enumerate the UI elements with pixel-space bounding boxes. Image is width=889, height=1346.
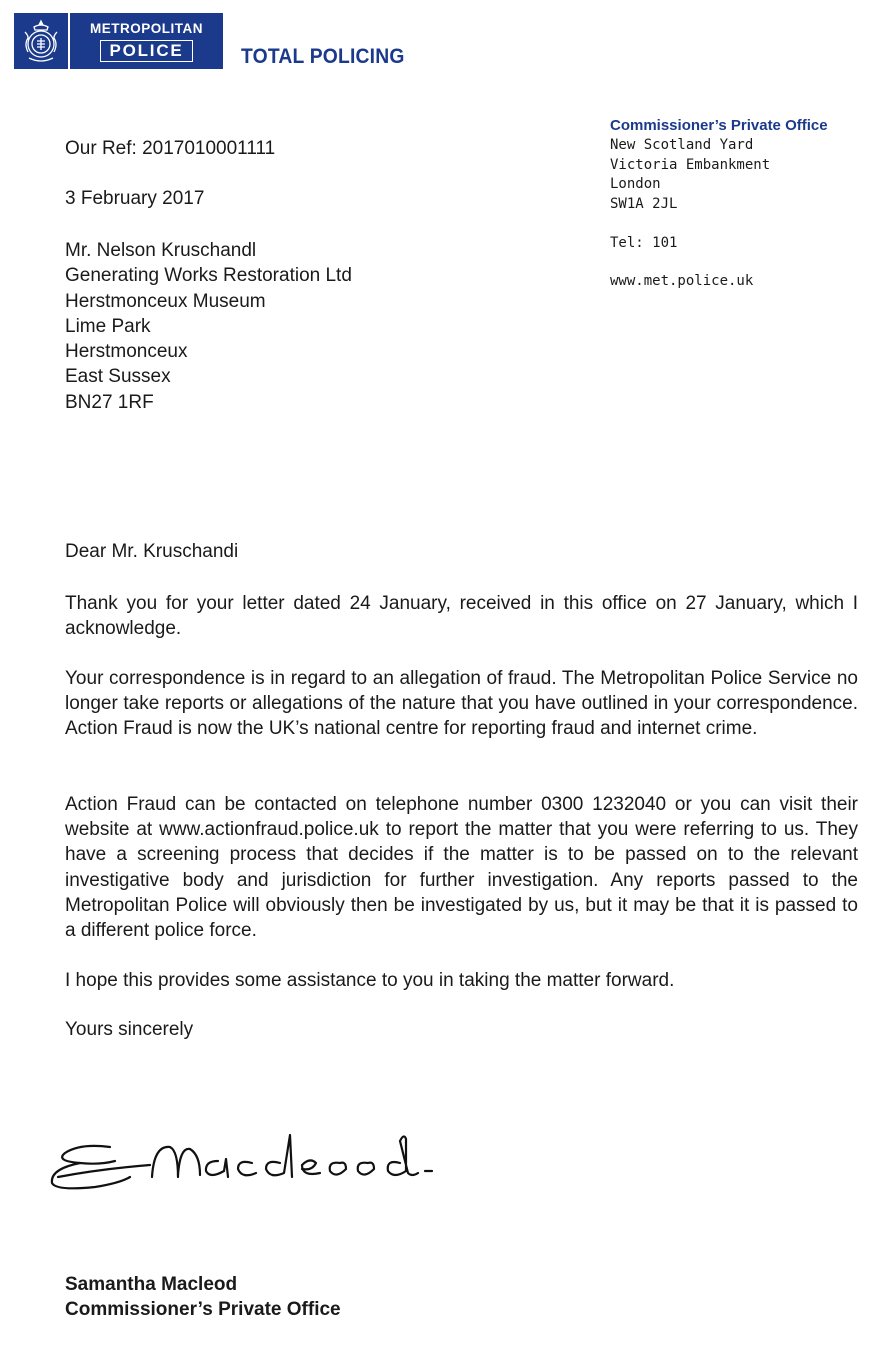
office-telephone: Tel: 101 — [610, 235, 678, 251]
crest-icon — [14, 13, 70, 69]
recipient-line: BN27 1RF — [65, 391, 154, 413]
office-address-line: New Scotland Yard — [610, 137, 754, 153]
recipient-address — [65, 238, 352, 415]
body-paragraph: Your correspondence is in regard to an allegation of fraud. The Metropolitan Police Service no longer take reports or allegations of the nature that you have outlined in your correspondence. Action Fraud is now the UK’s national centre for reporting fraud and internet crime. — [65, 668, 858, 740]
office-address-line: SW1A 2JL — [610, 195, 678, 212]
handwritten-signature — [40, 1125, 460, 1205]
logo-line-metropolitan: METROPOLITAN — [90, 20, 203, 36]
body-paragraph: Action Fraud can be contacted on telephone number 0300 1232040 or you can visit their website at www.actionfraud.police.uk to report the matter that you were referring to us. They have a screening process that decides if the matter is to be passed on to the relevant investigative body and jurisdiction for further investigation. Any reports passed to the Metropolitan Police will obviously then be investigated by us, but it may be that it is passed to a different police force. — [65, 794, 858, 942]
recipient-line: East Sussex — [65, 366, 171, 388]
logo-line-police: POLICE — [100, 40, 192, 62]
office-website: www.met.police.uk — [610, 272, 754, 289]
recipient-line: Herstmonceux Museum — [65, 290, 266, 312]
office-address-line: London — [610, 176, 661, 192]
letter-date: 3 February 2017 — [65, 188, 205, 209]
reference-number: Our Ref: 2017010001111 — [65, 138, 276, 159]
met-police-logo — [14, 13, 223, 69]
tagline: TOTAL POLICING — [241, 45, 405, 68]
logo-wordmark — [70, 13, 223, 69]
office-address-line: Victoria Embankment — [610, 156, 771, 173]
body-paragraph: I hope this provides some assistance to you in taking the matter forward. — [65, 970, 675, 991]
body-paragraph: Thank you for your letter dated 24 January, received in this office on 27 January, which I acknowledge. — [65, 593, 858, 640]
recipient-line: Mr. Nelson Kruschandl — [65, 240, 257, 261]
recipient-line: Generating Works Restoration Ltd — [65, 265, 352, 287]
recipient-line: Herstmonceux — [65, 341, 188, 363]
office-title: Commissioner’s Private Office — [610, 117, 828, 134]
office-address-block — [610, 116, 828, 291]
recipient-line: Lime Park — [65, 315, 151, 337]
signatory-block — [65, 1272, 341, 1322]
signatory-name: Samantha Macleod — [65, 1274, 238, 1295]
signatory-title: Commissioner’s Private Office — [65, 1299, 341, 1320]
closing: Yours sincerely — [65, 1019, 194, 1040]
salutation: Dear Mr. Kruschandi — [65, 541, 239, 562]
